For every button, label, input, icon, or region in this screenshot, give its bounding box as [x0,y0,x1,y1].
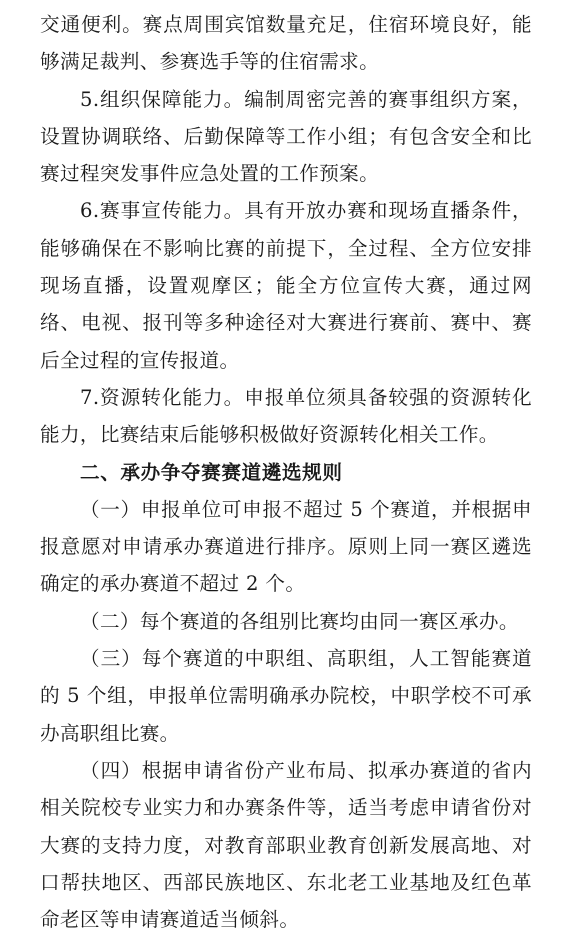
document-page [40,6,532,938]
paragraph-resource-conversion: 7.资源转化能力。申报单位须具备较强的资源转化能力，比赛结束后能够积极做好资源转化相关工作。 [40,385,532,447]
paragraph-publicity-capability: 6.赛事宣传能力。具有开放办赛和现场直播条件，能够确保在不影响比赛的前提下，全过程、全方位安排现场直播，设置观摩区；能全方位宣传大赛，通过网络、电视、报刊等多种途径对大赛进行赛前、赛中、赛后全过程的宣传报道。 [40,199,532,372]
paragraph-rule-1: （一）申报单位可申报不超过 5 个赛道，并根据申报意愿对申请承办赛道进行排序。原则上同一赛区遴选确定的承办赛道不超过 2 个。 [40,497,532,596]
paragraph-rule-4: （四）根据申请省份产业布局、拟承办赛道的省内相关院校专业实力和办赛条件等，适当考虑申请省份对大赛的支持力度，对教育部职业教育创新发展高地、对口帮扶地区、西部民族地区、东北老工业基地及红色革命老区等申请赛道适当倾斜。 [40,758,532,932]
paragraph-organization-capability: 5.组织保障能力。编制周密完善的赛事组织方案，设置协调联络、后勤保障等工作小组；有包含安全和比赛过程突发事件应急处置的工作预案。 [40,87,532,186]
paragraph-accommodation-continued: 交通便利。赛点周围宾馆数量充足，住宿环境良好，能够满足裁判、参赛选手等的住宿需求。 [40,13,532,74]
paragraph-rule-2: （二）每个赛道的各组别比赛均由同一赛区承办。 [80,609,519,633]
paragraph-rule-3: （三）每个赛道的中职组、高职组，人工智能赛道的 5 个组，申报单位需明确承办院校，中职学校不可承办高职组比赛。 [40,647,532,745]
section-heading-selection-rules: 二、承办争夺赛赛道遴选规则 [80,460,343,484]
